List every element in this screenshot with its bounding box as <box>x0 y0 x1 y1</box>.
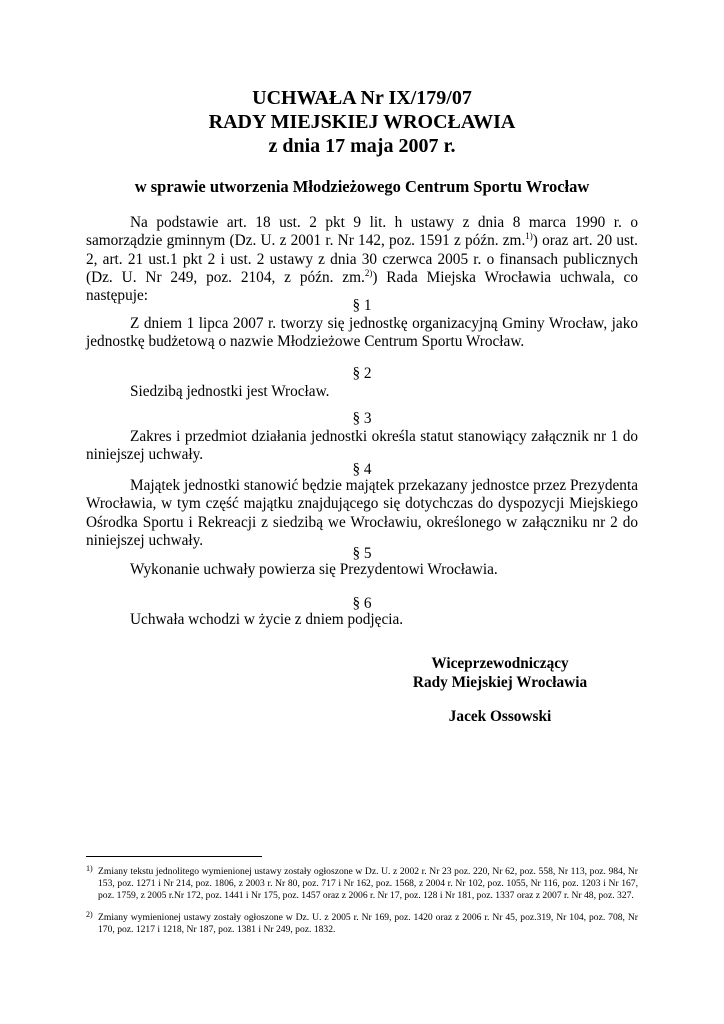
section-mark-1: § 1 <box>352 297 372 314</box>
section-text-2: Siedzibą jednostki jest Wrocław. <box>130 383 330 400</box>
footnote-text-2: Zmiany wymienionej ustawy zostały ogłoszone w Dz. U. z 2005 r. Nr 169, poz. 1420 oraz z 2006 r. Nr 45, poz.319, Nr 104, poz. 708, Nr 170, poz. 1217 i 1218, Nr 187, poz. 1381 i Nr 249, poz. 1832. <box>98 912 638 935</box>
signature-name: Jacek Ossowski <box>448 708 552 725</box>
resolution-subject: w sprawie utworzenia Młodzieżowego Centrum Sportu Wrocław <box>134 177 590 196</box>
section-text-1: Z dniem 1 lipca 2007 r. tworzy się jednostkę organizacyjną Gminy Wrocław, jako jednostkę budżetową o nazwie Młodzieżowe Centrum Sportu Wrocław. <box>86 315 638 351</box>
footnote-ref-1: 1) <box>525 231 533 242</box>
section-mark-2: § 2 <box>352 365 372 382</box>
council-name: RADY MIEJSKIEJ WROCŁAWIA <box>208 111 516 133</box>
signature-council: Rady Miejskiej Wrocławia <box>412 674 588 691</box>
section-text-6: Uchwała wchodzi w życie z dniem podjęcia. <box>130 611 404 628</box>
footnote-mark-2: 2) <box>86 910 93 919</box>
section-mark-3: § 3 <box>352 410 372 427</box>
section-mark-6: § 6 <box>352 595 372 612</box>
section-mark-4: § 4 <box>352 461 372 478</box>
section-mark-5: § 5 <box>352 545 372 562</box>
footnote-text-1: Zmiany tekstu jednolitego wymienionej ustawy zostały ogłoszone w Dz. U. z 2002 r. Nr 23 poz. 220, Nr 62, poz. 558, Nr 113, poz. 984, Nr 153, poz. 1271 i Nr 214, poz. 1806, z 2003 r. Nr 80, poz. 717 i Nr 162, poz. 1568, z 2004 r. Nr 102, poz. 1055, Nr 116, poz. 1203 i Nr 167, poz. 1759, z 2005 r.Nr 172, poz. 1441 i Nr 175, poz. 1457 oraz z 2006 r. Nr 17, poz. 128 i Nr 181, poz. 1337 oraz z 2007 r. Nr 48, poz. 327. <box>98 866 638 901</box>
footnote-separator <box>86 856 262 857</box>
preamble <box>86 214 638 305</box>
section-text-3: Zakres i przedmiot działania jednostki określa statut stanowiący załącznik nr 1 do niniejszej uchwały. <box>86 428 638 464</box>
preamble-text-1: Na podstawie art. 18 ust. 2 pkt 9 lit. h ustawy z dnia 8 marca 1990 r. o samorządzie gminnym (Dz. U. z 2001 r. Nr 142, poz. 1591 z późn. zm. <box>86 214 638 250</box>
resolution-date: z dnia 17 maja 2007 r. <box>268 135 456 157</box>
section-text-4: Majątek jednostki stanowić będzie majątek przekazany jednostce przez Prezydenta Wrocławia, w tym część majątku znajdującego się dotychczas do dyspozycji Miejskiego Ośrodka Sportu i Rekreacji z siedzibą we Wrocławiu, określonego w załączniku nr 2 do niniejszej uchwały. <box>86 477 638 549</box>
footnote-mark-1: 1) <box>86 864 93 873</box>
section-text-5: Wykonanie uchwały powierza się Prezydentowi Wrocławia. <box>130 561 498 578</box>
footnote-ref-2: 2) <box>364 267 373 278</box>
resolution-number: UCHWAŁA Nr IX/179/07 <box>252 87 472 109</box>
preamble-text-2: ) oraz art. 20 ust. 2, art. 21 ust.1 pkt 2 i ust. 2 ustawy z dnia 30 czerwca 2005 r. o finansach publicznych (Dz. U. Nr 249, poz. 2104, z późn. zm. <box>86 232 638 286</box>
preamble-text-3: ) Rada Miejska Wrocławia uchwala, co następuje: <box>86 268 638 305</box>
footnote-1 <box>86 866 638 902</box>
footnote-2 <box>86 912 638 936</box>
signature-role: Wiceprzewodniczący <box>431 655 569 672</box>
